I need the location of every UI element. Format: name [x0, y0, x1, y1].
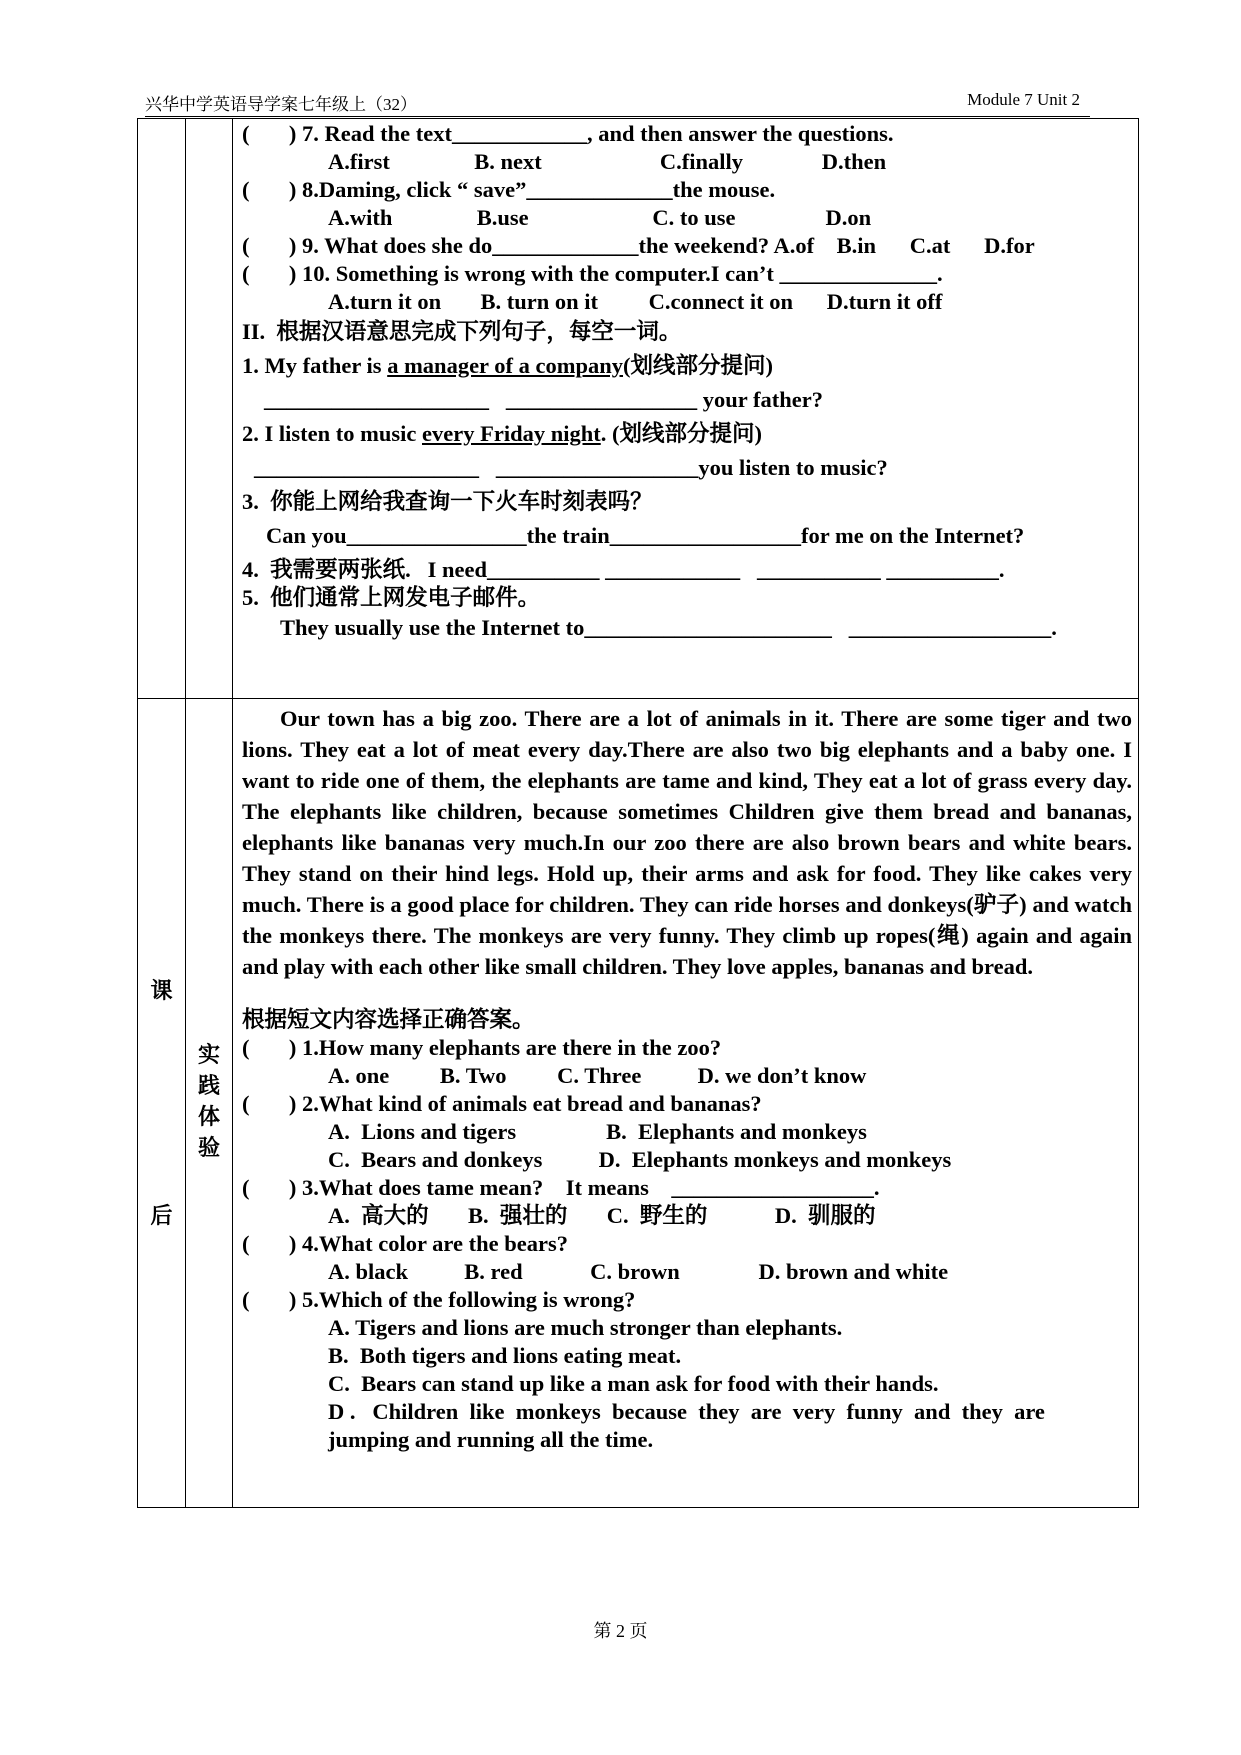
sentence-2-pre: 2. I listen to music — [242, 421, 422, 446]
reading-question-5-option-c: C. Bears can stand up like a man ask for food with their hands. — [328, 1371, 939, 1396]
reading-question-5-option-d: D . Children like monkeys because they are very funny and they are — [328, 1399, 1045, 1424]
reading-question-2: ( ) 2.What kind of animals eat bread and bananas? — [242, 1091, 762, 1116]
part2-title: II. 根据汉语意思完成下列句子，每空一词。 — [242, 319, 682, 344]
reading-question-3: ( ) 3.What does tame mean? It means __________________. — [242, 1175, 880, 1200]
sentence-1 — [242, 351, 773, 381]
sentence-1-blanks: ____________________ _________________ your father? — [264, 387, 823, 412]
sentence-5-chinese: 5. 他们通常上网发电子邮件。 — [242, 585, 541, 610]
sentence-1-post: (划线部分提问) — [623, 353, 774, 378]
reading-question-5-option-d-cont: jumping and running all the time. — [328, 1427, 654, 1452]
page-header — [145, 86, 1090, 117]
page-number: 第 2 页 — [593, 1621, 648, 1641]
reading-question-1: ( ) 1.How many elephants are there in the zoo? — [242, 1035, 722, 1060]
question-7: ( ) 7. Read the text____________, and then answer the questions. — [242, 121, 894, 146]
sentence-3-chinese: 3. 你能上网给我查询一下火车时刻表吗？ — [242, 489, 653, 514]
reading-question-2-options-ab: A. Lions and tigers B. Elephants and monkeys — [328, 1119, 867, 1144]
question-8-options: A.with B.use C. to use D.on — [328, 205, 872, 230]
reading-instruction: 根据短文内容选择正确答案。 — [242, 1007, 535, 1032]
sentence-1-pre: 1. My father is — [242, 353, 388, 378]
sentence-2-post: . (划线部分提问) — [600, 421, 762, 446]
question-10: ( ) 10. Something is wrong with the computer.I can’t ______________. — [242, 261, 943, 286]
reading-question-5-option-a: A. Tigers and lions are much stronger than elephants. — [328, 1315, 843, 1340]
row-divider — [138, 698, 1138, 699]
sentence-2-underlined: every Friday night — [422, 421, 601, 446]
column-divider-1 — [185, 119, 186, 1507]
reading-question-4: ( ) 4.What color are the bears? — [242, 1231, 568, 1256]
sentence-3-english: Can you________________the train_________________for me on the Internet? — [266, 523, 1025, 548]
question-10-options: A.turn it on B. turn on it C.connect it on D.turn it off — [328, 289, 943, 314]
reading-question-5-option-b: B. Both tigers and lions eating meat. — [328, 1343, 682, 1368]
header-module: Module 7 Unit 2 — [967, 90, 1080, 109]
side-label-hou: 后 — [150, 1203, 173, 1228]
header-title: 兴华中学英语导学案七年级上（32） — [145, 95, 417, 114]
reading-question-1-options: A. one B. Two C. Three D. we don’t know — [328, 1063, 867, 1088]
sentence-2-blanks: ____________________ __________________you listen to music? — [254, 455, 888, 480]
reading-question-4-options: A. black B. red C. brown D. brown and white — [328, 1259, 949, 1284]
sentence-5-english: They usually use the Internet to______________________ __________________. — [280, 615, 1057, 640]
sentence-2 — [242, 419, 762, 449]
column-divider-2 — [232, 119, 233, 1507]
sentence-4: 4. 我需要两张纸. I need__________ ____________ ___________ __________. — [242, 557, 1005, 582]
sentence-1-underlined: a manager of a company — [387, 353, 624, 378]
reading-question-2-options-cd: C. Bears and donkeys D. Elephants monkeys and monkeys — [328, 1147, 952, 1172]
question-7-options: A.first B. next C.finally D.then — [328, 149, 887, 174]
question-9: ( ) 9. What does she do_____________the weekend? A.of B.in C.at D.for — [242, 233, 1035, 258]
reading-question-3-options: A. 高大的 B. 强壮的 C. 野生的 D. 驯服的 — [328, 1203, 876, 1228]
side-label-practice — [186, 1039, 232, 1163]
reading-passage: Our town has a big zoo. There are a lot of animals in it. There are some tiger and two lions. They eat a lot of meat every day.There are also two big elephants and a baby one. I want to ride one of them, the elephants are tame and kind, They eat a lot of grass every day. The elephants like children, because sometimes Children give them bread and bananas, elephants like bananas very much.In our zoo there are also brown bears and white bears. They stand on their hind legs. Hold up, their arms and ask for food. They like cakes very much. There is a good place for children. They can ride horses and donkeys(驴子) and watch the monkeys there. The monkeys are very funny. They climb up ropes(绳) again and again and play with each other like small children. They love apples, bananas and bread. — [242, 706, 1132, 979]
question-8: ( ) 8.Daming, click “ save”_____________the mouse. — [242, 177, 776, 202]
side-label-practice-text: 实践体验 — [197, 1042, 220, 1160]
reading-question-5: ( ) 5.Which of the following is wrong? — [242, 1287, 636, 1312]
worksheet-table — [137, 118, 1139, 1508]
side-label-ke: 课 — [150, 978, 173, 1003]
